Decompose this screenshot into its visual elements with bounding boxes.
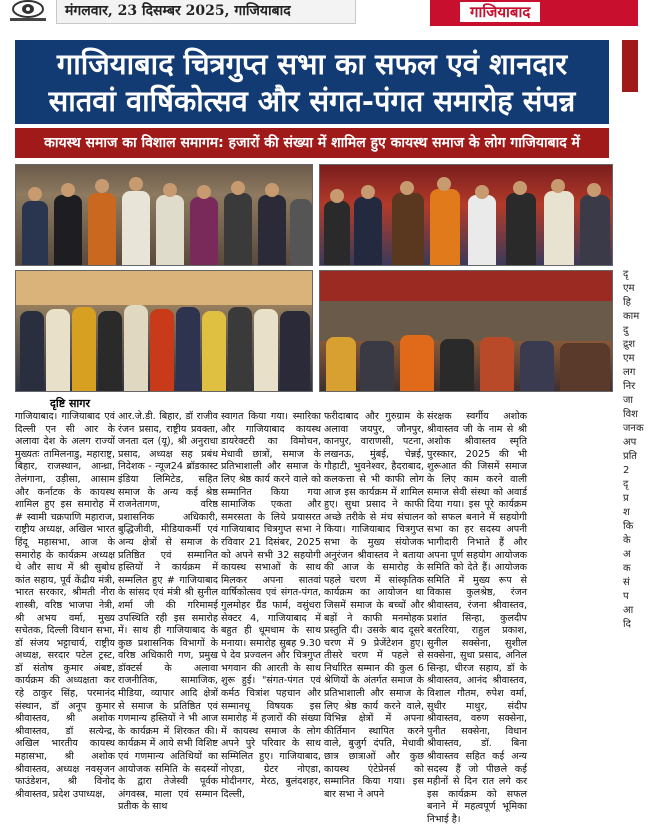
article-column-1: गाजियाबाद। गाजियाबाद एवं दिल्ली एन सी आर के अलावा देश के अलग राज्यों मुख्यतः तामिलनाडु, महाराष्ट्र, बिहार, राजस्थान, आन्ध्रा, तेलंगाना, उड़ीसा, आसाम और कर्नाटक के कायस्थ शामिल हुए इस समारोह में # स्वामी चक्रपाणि महाराज, राष्ट्रीय अध्यक्ष, अखिल भारत हिंदू महासभा, आज के समारोह के कार्यक्रम अध्यक्ष थे और साथ में श्री सुबोध कांत सहाय, पूर्व केंद्रीय मंत्री, भारत सरकार, श्रीमती नीरा शास्त्री, वरिष्ठ भाजपा नेत्री, श्री अभय वर्मा, मुख्य सचेतक, दिल्ली विधान सभा, डॉ संजय भट्टाचार्य, राष्ट्रीय अध्यक्ष, सरदार पटेल ट्रस्ट, डॉ संतोष कुमार अंबष्ट, कार्यक्रम की अध्यक्षता कर रहे ठाकुर सिंह, परमानंद संस्थान, डॉ अनूप कुमार श्रीवास्तव, श्री अशोक श्रीवास्तव, डॉ सत्येन्द्र, अखिल भारतीय कायस्थ महासभा, श्री अशोक श्रीवास्तव, अध्यक्ष नवसृजन फाउंडेशन, श्री विनोद श्रीवास्तव, प्रदेश उपाध्यक्ष, [15,411,115,800]
event-photo-1 [15,164,313,266]
masthead [0,0,638,28]
headline-line-2: सातवां वार्षिकोत्सव और संगत-पंगत समारोह संपन्न [48,84,576,118]
article-column-5: संरक्षक स्वर्गीय अशोक श्रीवास्तव जी के नाम से श्री अशोक श्रीवास्तव स्मृति पुरस्कार, 2025 की भी शुरूआत की जिसमें समाज के लिए काम करने वाली समाज सेवी संस्था को अवार्ड दिया गया। इस पूरे कार्यक्रम को सफल बनाने में सहयोगी सभा का हर सदस्य अपनी भागीदारी निभाते हैं और अपना पूर्ण सहयोग आयोजक समिति को देते हैं। आयोजक समिति में मुख्य रूप से विकास कुलश्रेष्ठ, रंजन श्रीवास्तव, रंजना श्रीवास्तव, प्रशांत सिन्हा, कुलदीप बरतरिया, राहुल प्रकाश, सुनील सक्सेना, सुशील सक्सेना, सुधा प्रसाद, अनिल सिन्हा, धीरज सहाय, डॉ के श्रीवास्तव, आनंद श्रीवास्तव, विशाल गौतम, रुपेश वर्मा, सुधीर माथुर, संदीप श्रीवास्तव, वरुण सक्सेना, पुनीत सक्सेना, विधान श्रीवास्तव, डॉ. बिना श्रीवास्तव सहित कई अन्य सदस्य हैं जो पीछले कई महीनों से दिन रात लगे कर इस कार्यक्रम को सफल बनाने में महत्वपूर्ण भूमिका निभाई है। [427,411,527,825]
headline-line-1: गाजियाबाद चित्रगुप्त सभा का सफल एवं शानदार [56,47,568,81]
section-label: गाजियाबाद [460,2,540,22]
article-column-4: फरीदाबाद और गुरुग्राम के अलावा जयपुर, जौनपुर, कानपुर, वाराणसी, पटना, लखनऊ, मुंबई, चेन्नई, गौहाटी, भुवनेश्वर, हैदराबाद, कलकत्ता से भी काफी लोग आज इस कार्यक्रम में शामिल हुए। सुधा प्रसाद ने काफी अच्छे तरीके से मंच संचालन किया। गाजियाबाद चित्रगुप्त सभा के मुख्य संयोजक अनुरंजन श्रीवास्तव ने बताया की आज के समारोह के पहले चरण में सांस्कृतिक कार्यक्रम का आयोजन था जिसमें समाज के बच्चों और बड़ों ने काफी मनमोहक प्रस्तुति दी। उसके बाद दूसरे चरण में 9 प्रेजेंटेशन हुए। तीसरे चरण में पहले से निर्धारित सम्मान की कुल 6 श्रेणियों के अंतर्गत समाज के प्रतिभाशाली और समाज के लिए श्रेष्ठ कार्य करने वाले, विभिन्न क्षेत्रों में अपना कीर्तिमान स्थापित करने वाले, बुजुर्ग दंपति, मेधावी छात्र छात्राओं और कुछ कायस्थ एंटेप्रेनर्स को सम्मानित किया गया। इस बार सभा ने अपने [324,411,424,800]
event-photo-2 [319,164,613,266]
article-column-2: आर.जे.डी. बिहार, डॉ राजीव रंजन प्रसाद, राष्ट्रीय प्रवक्ता, जनता दल (यू), श्री अनुराधा प्रसाद, अध्यक्ष सह प्रबंध निदेशक - न्यूज24 ब्रॉडकास्ट इंडिया लिमिटेड, सहित समाज के अन्य कई श्रेष्ठ राजनेतागण, वरिष्ठ प्रशासनिक अधिकारी, बुद्धिजीवी, मीडियाकर्मी एवं अन्य क्षेत्रों से समाज के प्रतिष्ठित एवं सम्मानित हस्तियों ने कार्यक्रम में सम्मलित हुए # गाजियाबाद के सांसद एवं मंत्री श्री सुनील शर्मा जी की गरिमामई उपस्थिति रही इस समारोह में। साथ ही गाजियाबाद के कुछ प्रशासनिक विभागों के वरिष्ठ अधिकारी गण, प्रमुख डॉक्टर्स के अलावा राजनीतिक, सामाजिक, मीडिया, व्यापार आदि क्षेत्रों से समाज के प्रतिष्ठित एवं गणमान्य हस्तियों ने भी आज के कार्यक्रम में शिरकत की। कार्यक्रम में आये सभी विशिष्ट एवं गणमान्य अतिथियों का आयोजक समिति के सदस्यों के द्वारा तेजेस्वी पूर्वक अंगवस्त्र, माला एवं सम्मान प्रतीक के साथ [118,411,218,813]
adjacent-page-text: दृ एम हि काम दु द्रुश एम लग निर जा विश जनक अप प्रति 2 दृ प्र श कि के अ क सं प आ दि [623,269,644,630]
newspaper-logo-icon [8,0,48,22]
article-column-3: स्वागत किया गया। स्मारिका और गाजियाबाद कायस्थ डायरेक्टरी का विमोचन, मेधावी छात्रों, समाज के प्रतिभाशाली और समाज के लिए श्रेष्ठ कार्य करने वाले को सम्मानित किया गया सामाजिक एकता और समरसता के लिये प्रयासरत गाजियाबाद चित्रगुप्त सभा ने रविवार 21 दिसंबर, 2025 को अपने सभी 32 सहयोगी कायस्थ सभाओं के साथ मिलकर अपना सातवां वार्षिकोत्सव एवं संगत-पंगत, गुलमोहर ग्रैंड फार्म, वसुंधरा सेक्टर 4, गाजियाबाद में बहुत ही धूमधाम के साथ मनाया। समारोह सुबह 9.30 पे देव प्रज्वलन और चित्रगुप्त भगवान की आरती के साथ शुरू हुई। "संगत-पंगत एवं कर्मठ चित्रांश पहचान और सम्मानधू विषयक इस समारोह में हजारों की संख्या में कायस्थ समाज के लोग अपने पुरे परिवार के साथ सम्मिलित हुए। गाजियाबाद, नोएडा, ग्रेटर नोएडा, मोदीनगर, मेरठ, बुलंदशहर, दिल्ली, [221,411,321,800]
section-label-box [430,0,638,26]
date-line: मंगलवार, 23 दिसम्बर 2025, गाजियाबाद [56,0,356,24]
byline: दृष्टि सागर [50,397,90,410]
event-photo-3 [15,270,313,392]
headline-block [15,40,609,124]
article-body [15,411,622,825]
subheadline: कायस्थ समाज का विशाल समागम: हजारों की संख्या में शामिल हुए कायस्थ समाज के लोग गाजियाबाद में [15,128,609,158]
adjacent-page-edge [622,40,644,739]
event-photo-4 [319,270,613,392]
